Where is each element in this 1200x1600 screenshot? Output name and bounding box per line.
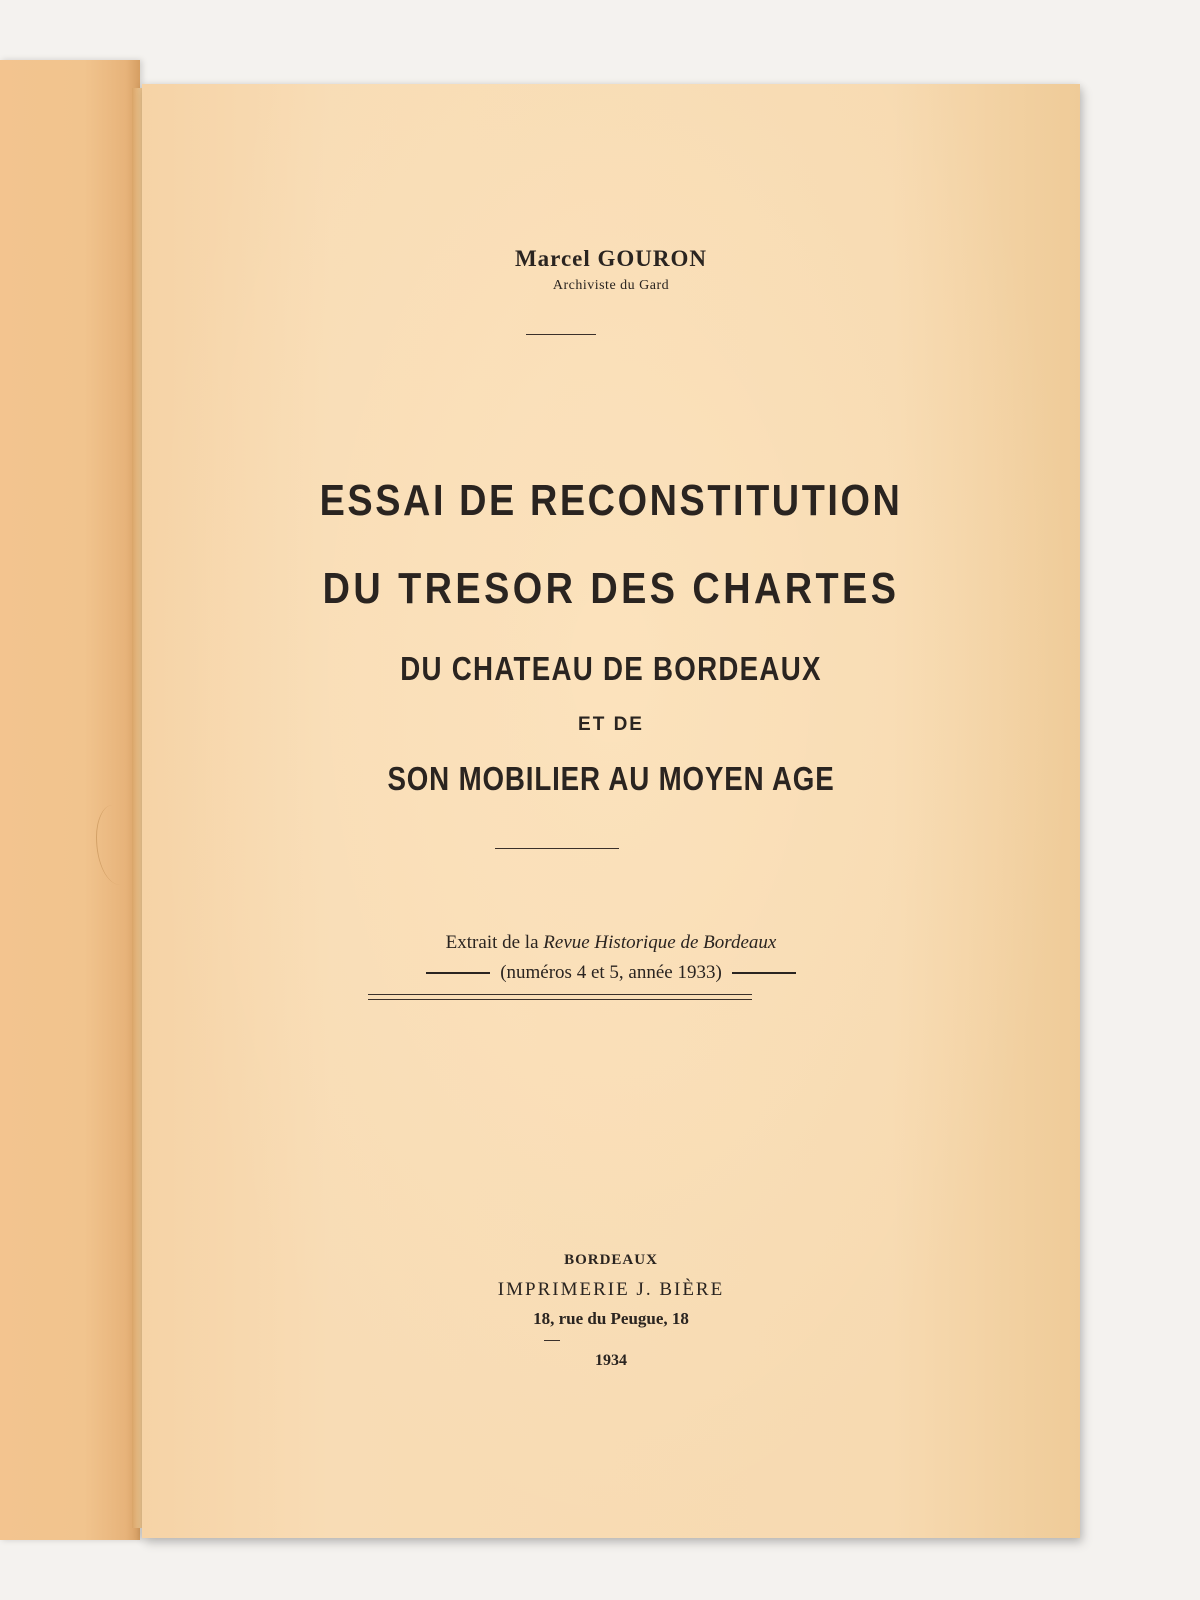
publication-year: 1934 — [595, 1352, 627, 1369]
issue-line — [142, 962, 1080, 984]
publisher-printer: IMPRIMERIE J. BIÈRE — [497, 1279, 725, 1300]
journal-title: Revue Historique de Bordeaux — [543, 932, 777, 953]
divider-top — [526, 334, 596, 335]
title-page — [142, 84, 1080, 1538]
title-line-1: ESSAI DE RECONSTITUTION — [319, 476, 903, 525]
title-line-2: DU TRESOR DES CHARTES — [322, 564, 900, 613]
issue-dash-right — [732, 972, 796, 974]
title-line-5: SON MOBILIER AU MOYEN AGE — [387, 760, 835, 797]
double-rule-top — [368, 994, 752, 995]
divider-middle — [495, 848, 619, 849]
author-role: Archiviste du Gard — [552, 278, 670, 293]
title-line-4: ET DE — [578, 714, 644, 735]
issue-dash-left — [426, 972, 490, 974]
publisher-city: BORDEAUX — [564, 1252, 658, 1268]
issue-text: (numéros 4 et 5, année 1933) — [500, 962, 722, 983]
divider-small — [544, 1340, 560, 1341]
author-name: Marcel GOURON — [514, 246, 708, 271]
publisher-address: 18, rue du Peugue, 18 — [533, 1309, 689, 1328]
title-line-3: DU CHATEAU DE BORDEAUX — [400, 650, 822, 687]
extract-prefix: Extrait de la — [445, 932, 544, 953]
double-rule-bottom — [368, 999, 752, 1000]
extract-line — [142, 932, 1080, 954]
facing-page — [0, 60, 140, 1540]
